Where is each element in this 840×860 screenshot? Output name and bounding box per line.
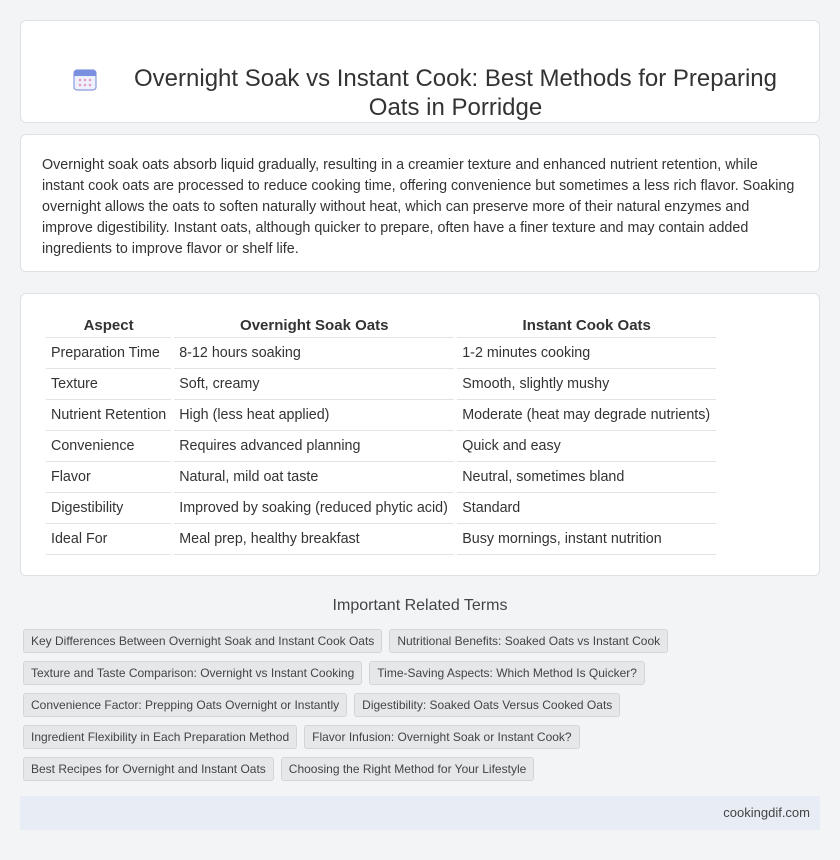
header-overnight: Overnight Soak Oats bbox=[174, 314, 454, 338]
title-card bbox=[20, 20, 820, 123]
cell-instant: Moderate (heat may degrade nutrients) bbox=[457, 400, 716, 431]
related-term-link[interactable]: Nutritional Benefits: Soaked Oats vs Instant Cook bbox=[389, 629, 668, 653]
cell-instant: Neutral, sometimes bland bbox=[457, 462, 716, 493]
table-row bbox=[46, 338, 716, 369]
cell-overnight: 8-12 hours soaking bbox=[174, 338, 454, 369]
related-term-link[interactable]: Flavor Infusion: Overnight Soak or Instant Cook? bbox=[304, 725, 579, 749]
table-row bbox=[46, 493, 716, 524]
table-row bbox=[46, 369, 716, 400]
cell-overnight: Soft, creamy bbox=[174, 369, 454, 400]
header-instant: Instant Cook Oats bbox=[457, 314, 716, 338]
cell-instant: Quick and easy bbox=[457, 431, 716, 462]
cell-aspect: Flavor bbox=[46, 462, 171, 493]
related-term-link[interactable]: Ingredient Flexibility in Each Preparation Method bbox=[23, 725, 297, 749]
table-row bbox=[46, 431, 716, 462]
tag-row bbox=[23, 757, 803, 781]
cell-aspect: Nutrient Retention bbox=[46, 400, 171, 431]
cell-instant: Smooth, slightly mushy bbox=[457, 369, 716, 400]
site-name[interactable]: cookingdif.com bbox=[723, 805, 810, 820]
footer bbox=[20, 796, 820, 830]
cell-overnight: Requires advanced planning bbox=[174, 431, 454, 462]
intro-card bbox=[20, 134, 820, 272]
table-row bbox=[46, 462, 716, 493]
header-aspect: Aspect bbox=[46, 314, 171, 338]
cell-overnight: Natural, mild oat taste bbox=[174, 462, 454, 493]
related-term-link[interactable]: Choosing the Right Method for Your Lifestyle bbox=[281, 757, 534, 781]
cell-overnight: Improved by soaking (reduced phytic acid) bbox=[174, 493, 454, 524]
table-row bbox=[46, 400, 716, 431]
related-term-link[interactable]: Texture and Taste Comparison: Overnight vs Instant Cooking bbox=[23, 661, 362, 685]
cell-instant: Busy mornings, instant nutrition bbox=[457, 524, 716, 555]
related-term-link[interactable]: Digestibility: Soaked Oats Versus Cooked Oats bbox=[354, 693, 620, 717]
related-terms-list bbox=[23, 629, 803, 789]
calendar-icon bbox=[73, 68, 97, 91]
page-title: Overnight Soak vs Instant Cook: Best Methods for Preparing Oats in Porridge bbox=[134, 65, 777, 121]
tag-row bbox=[23, 725, 803, 749]
comparison-table bbox=[43, 314, 719, 555]
cell-aspect: Digestibility bbox=[46, 493, 171, 524]
cell-aspect: Preparation Time bbox=[46, 338, 171, 369]
table-row bbox=[46, 524, 716, 555]
cell-aspect: Convenience bbox=[46, 431, 171, 462]
related-term-link[interactable]: Convenience Factor: Prepping Oats Overnight or Instantly bbox=[23, 693, 347, 717]
related-term-link[interactable]: Best Recipes for Overnight and Instant Oats bbox=[23, 757, 274, 781]
tag-row bbox=[23, 661, 803, 685]
cell-aspect: Ideal For bbox=[46, 524, 171, 555]
table-header-row bbox=[46, 314, 716, 338]
related-terms-heading: Important Related Terms bbox=[332, 597, 508, 614]
tag-row bbox=[23, 629, 803, 653]
related-term-link[interactable]: Time-Saving Aspects: Which Method Is Quicker? bbox=[369, 661, 645, 685]
tag-row bbox=[23, 693, 803, 717]
cell-instant: 1-2 minutes cooking bbox=[457, 338, 716, 369]
cell-overnight: Meal prep, healthy breakfast bbox=[174, 524, 454, 555]
cell-aspect: Texture bbox=[46, 369, 171, 400]
related-term-link[interactable]: Key Differences Between Overnight Soak and Instant Cook Oats bbox=[23, 629, 382, 653]
intro-paragraph: Overnight soak oats absorb liquid gradually, resulting in a creamier texture and enhanced nutrient retention, while instant cook oats are processed to reduce cooking time, offering convenience but sometimes a less rich flavor. Soaking overnight allows the oats to soften naturally without heat, which can preserve more of their natural enzymes and improve digestibility. Instant oats, although quicker to prepare, often have a finer texture and may contain added ingredients to improve flavor or shelf life. bbox=[42, 157, 795, 257]
cell-instant: Standard bbox=[457, 493, 716, 524]
cell-overnight: High (less heat applied) bbox=[174, 400, 454, 431]
comparison-card bbox=[20, 293, 820, 576]
